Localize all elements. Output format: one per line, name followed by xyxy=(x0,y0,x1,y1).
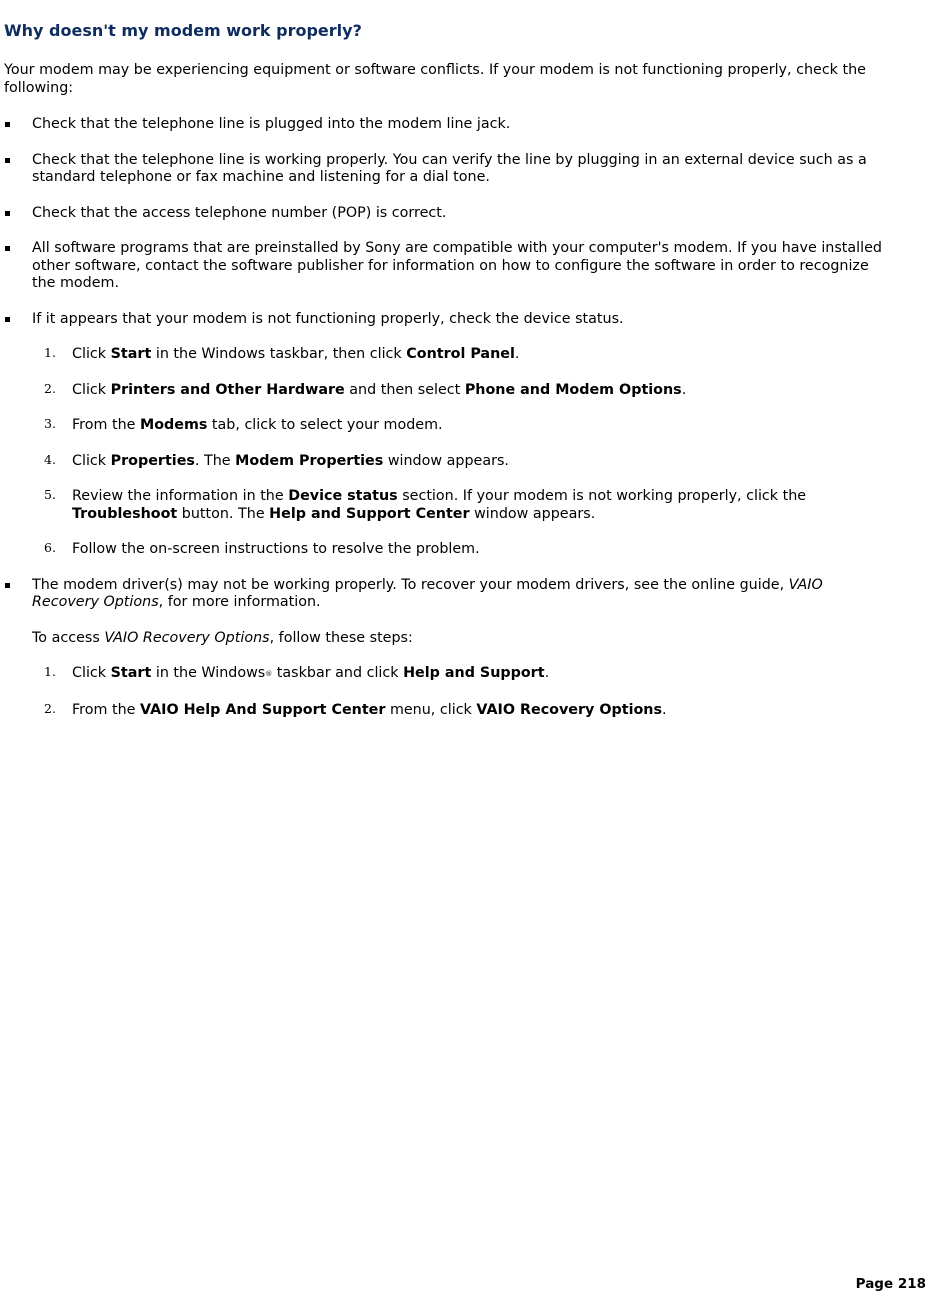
step-text: taskbar and click xyxy=(272,665,404,681)
list-item-text: Check that the telephone line is plugged into the modem line jack. xyxy=(32,116,511,132)
list-item-text: The modem driver(s) may not be working properly. To recover your modem drivers, see the online guide, xyxy=(32,576,789,593)
page-title: Why doesn't my modem work properly? xyxy=(4,21,362,40)
step-text: . The xyxy=(194,452,236,469)
access-text: , follow these steps: xyxy=(269,629,413,646)
step-text: button. The xyxy=(177,505,270,522)
step-text: in the Windows taskbar, then click xyxy=(151,346,407,362)
step-bold-text: Properties xyxy=(110,452,195,469)
step-bold-text: Control Panel xyxy=(406,346,515,362)
step-bold-text: Help and Support xyxy=(403,665,545,681)
device-status-steps xyxy=(32,346,892,559)
list-item xyxy=(4,116,892,134)
step-item xyxy=(32,488,892,523)
bullet-icon xyxy=(5,246,10,251)
step-text: . xyxy=(681,381,687,398)
step-item xyxy=(32,382,892,400)
step-number: 1. xyxy=(44,664,56,679)
step-number: 6. xyxy=(44,540,56,555)
step-text: From the xyxy=(72,701,140,718)
step-text: Click xyxy=(72,381,111,398)
bullet-icon xyxy=(5,211,10,216)
list-item-text: All software programs that are preinstalled by Sony are compatible with your computer's modem. If you have installed other software, contact the software publisher for information on how to configure the software in order to recognize the modem. xyxy=(32,240,882,291)
bullet-icon xyxy=(5,122,10,127)
step-text: in the Windows xyxy=(151,665,266,681)
recovery-steps xyxy=(32,665,892,719)
step-text: menu, click xyxy=(385,701,477,718)
step-bold-text: Modem Properties xyxy=(235,452,384,469)
troubleshooting-list xyxy=(4,116,892,737)
step-text: section. If your modem is not working properly, click the xyxy=(397,488,807,504)
list-item xyxy=(4,311,892,559)
step-item xyxy=(32,665,892,684)
step-number: 3. xyxy=(44,416,56,431)
step-item xyxy=(32,541,892,559)
step-text: window appears. xyxy=(383,452,509,469)
step-text: and then select xyxy=(344,381,465,398)
step-bold-text: VAIO Help And Support Center xyxy=(139,701,386,718)
step-bold-text: Start xyxy=(110,346,152,362)
intro-paragraph: Your modem may be experiencing equipment or software conflicts. If your modem is not functioning properly, check the following: xyxy=(4,62,866,96)
step-bold-text: Troubleshoot xyxy=(72,505,178,522)
step-item xyxy=(32,702,892,720)
step-number: 2. xyxy=(44,380,56,396)
step-text: From the xyxy=(72,417,140,433)
step-text: tab, click to select your modem. xyxy=(207,417,443,433)
guide-title: VAIO Recovery Options xyxy=(104,629,270,646)
page-number: Page 218 xyxy=(855,1276,926,1292)
list-item xyxy=(4,205,892,223)
step-item xyxy=(32,346,892,364)
step-bold-text: Help and Support Center xyxy=(269,505,470,522)
step-number: 4. xyxy=(44,451,56,467)
step-text: window appears. xyxy=(469,505,596,522)
access-text: To access xyxy=(32,629,105,646)
step-text: Click xyxy=(72,346,111,362)
step-bold-text: Printers and Other Hardware xyxy=(110,381,345,398)
list-item xyxy=(4,152,892,187)
guide-title: VAIO Recovery Options xyxy=(32,576,823,610)
access-instructions xyxy=(32,630,892,648)
step-text: Follow the on-screen instructions to resolve the problem. xyxy=(72,541,480,557)
step-bold-text: Device status xyxy=(288,488,398,504)
bullet-icon xyxy=(5,317,10,322)
list-item-text: , for more information. xyxy=(158,594,321,610)
step-item xyxy=(32,417,892,435)
step-text: Click xyxy=(72,452,111,469)
list-item xyxy=(4,240,892,293)
step-bold-text: Phone and Modem Options xyxy=(464,381,682,398)
list-item-text: Check that the telephone line is working properly. You can verify the line by plugging in an external device such as a standard telephone or fax machine and listening for a dial tone. xyxy=(32,151,867,185)
list-item-text: If it appears that your modem is not functioning properly, check the device status. xyxy=(32,310,624,327)
list-item-text: Check that the access telephone number (POP) is correct. xyxy=(32,204,447,221)
step-text: Click xyxy=(72,665,111,681)
step-text: . xyxy=(544,665,550,681)
step-text: . xyxy=(661,701,667,718)
step-bold-text: Modems xyxy=(139,417,208,433)
step-text: . xyxy=(514,346,520,362)
step-number: 2. xyxy=(44,700,56,716)
registered-mark: ® xyxy=(265,670,273,678)
step-item xyxy=(32,453,892,471)
bullet-icon xyxy=(5,583,10,588)
step-number: 5. xyxy=(44,487,56,502)
step-number: 1. xyxy=(44,345,56,360)
step-bold-text: Start xyxy=(110,665,152,681)
step-bold-text: VAIO Recovery Options xyxy=(476,701,662,718)
bullet-icon xyxy=(5,158,10,163)
step-text: Review the information in the xyxy=(72,488,289,504)
list-item xyxy=(4,577,892,720)
